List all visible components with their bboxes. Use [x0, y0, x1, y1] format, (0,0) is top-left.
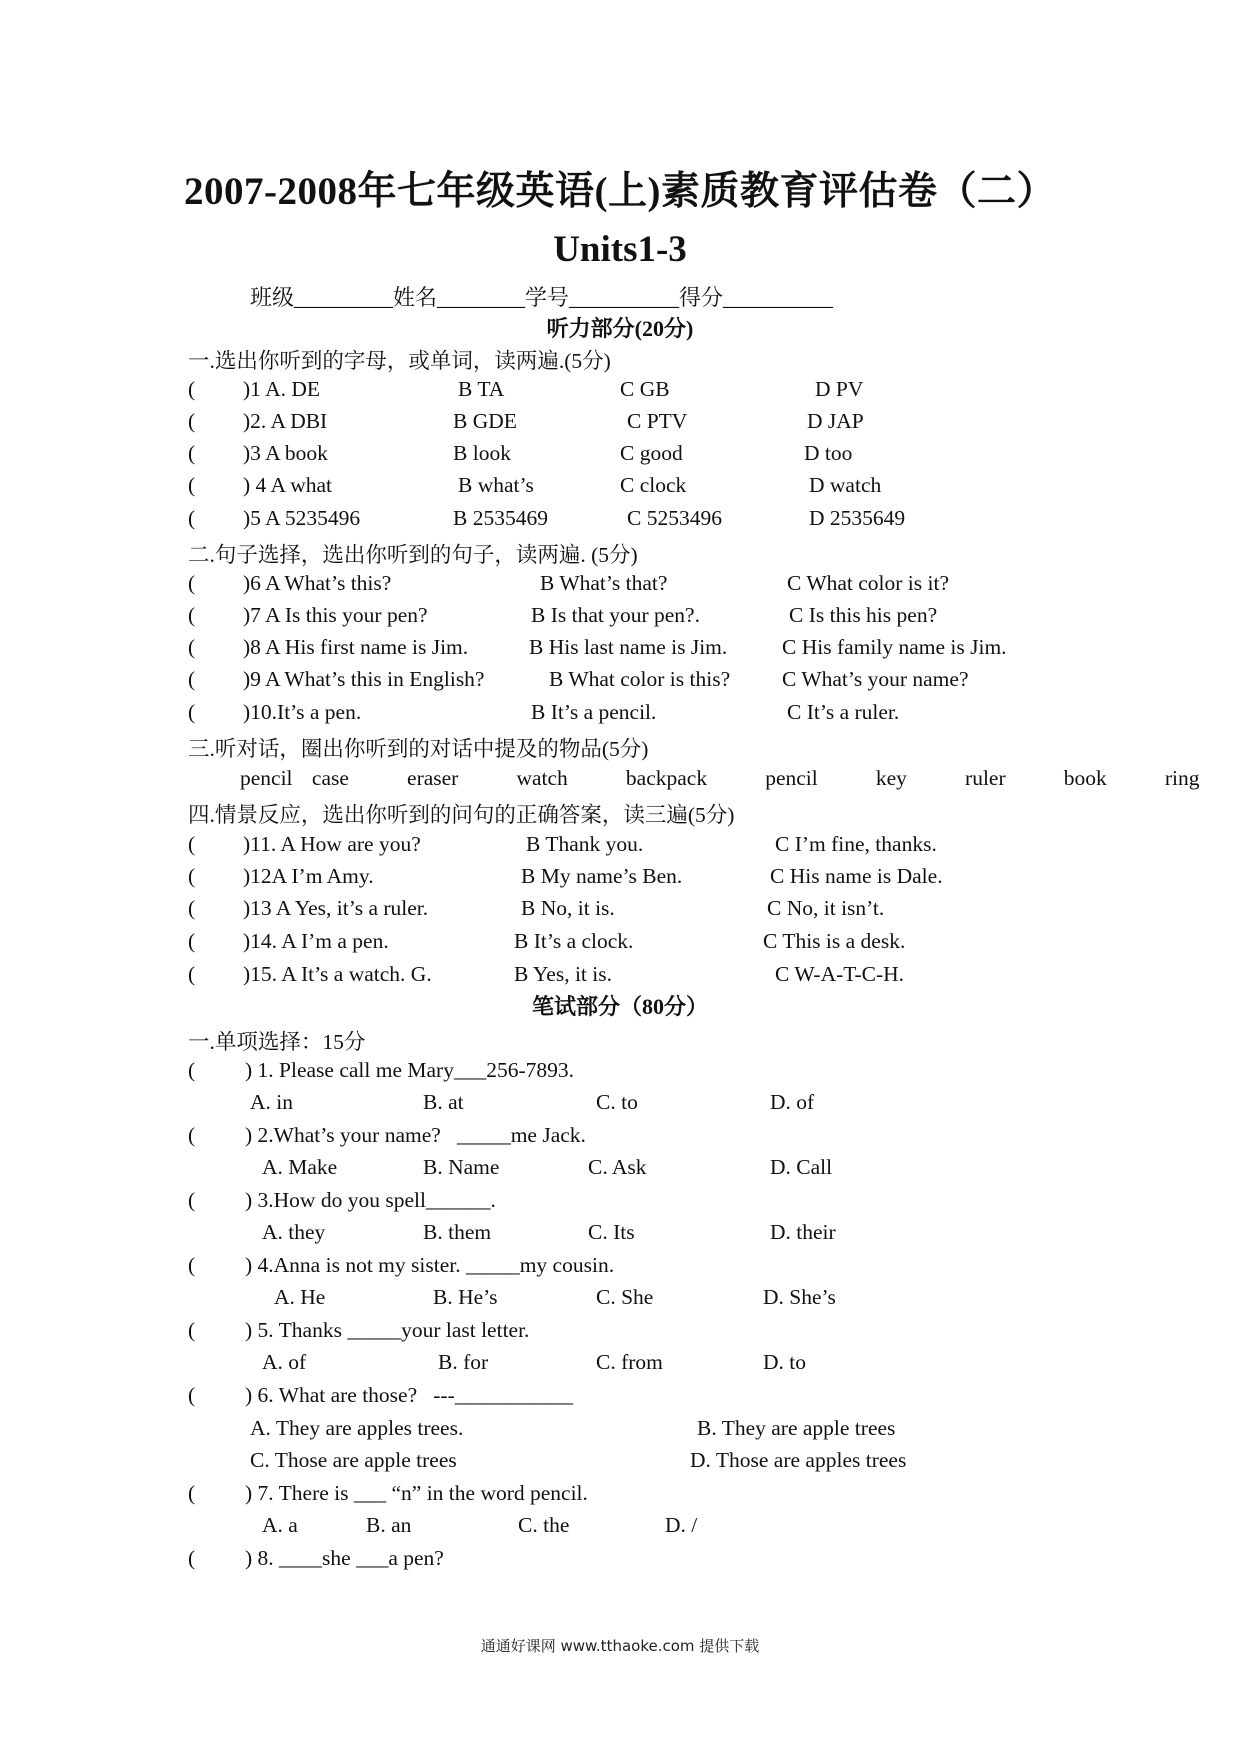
question-row	[0, 603, 1240, 635]
answer-paren: (	[188, 441, 196, 465]
options-row	[0, 1285, 1240, 1317]
question-stem: )7 A Is this your pen?	[243, 603, 428, 627]
question-row	[0, 896, 1240, 928]
page-subtitle: Units1-3	[553, 229, 687, 270]
student-info-line: 班级_________姓名________学号__________得分__________	[250, 285, 834, 310]
question-stem: ) 2.What’s your name? _____me Jack.	[245, 1123, 586, 1147]
answer-paren: (	[188, 603, 196, 627]
option-b: B GDE	[453, 409, 517, 433]
answer-paren: (	[188, 1123, 196, 1147]
option-d: D. Call	[770, 1155, 833, 1179]
answer-paren: (	[188, 1383, 196, 1407]
option-b: B No, it is.	[521, 896, 615, 920]
answer-paren: (	[188, 1188, 196, 1212]
question-stem: )3 A book	[243, 441, 328, 465]
option-c: C. to	[596, 1090, 638, 1114]
options-row	[0, 1090, 1240, 1122]
question-row	[0, 441, 1240, 473]
option-c: C This is a desk.	[763, 929, 906, 953]
question-row	[0, 377, 1240, 409]
written-section-title: 笔试部分（80分）	[531, 994, 708, 1019]
question-stem: ) 8. ____she ___a pen?	[245, 1546, 444, 1570]
option-a: A. they	[262, 1220, 326, 1244]
option-c: C. Its	[588, 1220, 635, 1244]
option-b: B My name’s Ben.	[521, 864, 683, 888]
option-d: D watch	[809, 473, 882, 497]
options-row	[0, 1220, 1240, 1252]
question-row	[0, 635, 1240, 667]
option-c: C. from	[596, 1350, 663, 1374]
option-d: D JAP	[807, 409, 864, 433]
written-part1-heading: 一.单项选择：15分	[188, 1030, 366, 1054]
option-c: C good	[620, 441, 683, 465]
option-d: D. She’s	[763, 1285, 836, 1309]
answer-paren: (	[188, 409, 196, 433]
question-stem: )8 A His first name is Jim.	[243, 635, 469, 659]
page-footer: 通通好课网 www.tthaoke.com 提供下载	[480, 1637, 760, 1655]
option-a: A. They are apples trees.	[250, 1416, 464, 1440]
answer-paren: (	[188, 1318, 196, 1342]
question-row	[0, 864, 1240, 896]
question-stem: )12A I’m Amy.	[243, 864, 374, 888]
question-stem: )14. A I’m a pen.	[243, 929, 389, 953]
option-a: A. of	[262, 1350, 307, 1374]
question-stem: ) 3.How do you spell______.	[245, 1188, 496, 1212]
question-stem: ) 6. What are those? ---___________	[245, 1383, 573, 1407]
option-b: B What color is this?	[549, 667, 731, 691]
option-c: C No, it isn’t.	[767, 896, 885, 920]
question-row	[0, 832, 1240, 864]
option-b: B. Name	[423, 1155, 500, 1179]
option-a: A. He	[274, 1285, 326, 1309]
option-b: B. He’s	[433, 1285, 498, 1309]
question-row	[0, 409, 1240, 441]
question-stem: )9 A What’s this in English?	[243, 667, 485, 691]
question-row	[0, 929, 1240, 961]
question-row	[0, 1481, 1240, 1513]
options-row	[0, 1416, 1240, 1448]
answer-paren: (	[188, 864, 196, 888]
question-row	[0, 506, 1240, 538]
option-d: D. /	[665, 1513, 698, 1537]
question-row	[0, 1058, 1240, 1090]
answer-paren: (	[188, 1058, 196, 1082]
option-c: C. Ask	[588, 1155, 647, 1179]
answer-paren: (	[188, 635, 196, 659]
question-stem: ) 4.Anna is not my sister. _____my cousin.	[245, 1253, 615, 1277]
listening-part3-heading: 三.听对话，圈出你听到的对话中提及的物品(5分)	[188, 737, 649, 761]
question-stem: ) 4 A what	[243, 473, 332, 497]
answer-paren: (	[188, 896, 196, 920]
option-c: C 5253496	[627, 506, 722, 530]
question-stem: )1 A. DE	[243, 377, 321, 401]
option-b: B. for	[438, 1350, 489, 1374]
option-a: A. Make	[262, 1155, 338, 1179]
answer-paren: (	[188, 1253, 196, 1277]
option-d: D 2535649	[809, 506, 906, 530]
option-b: B Is that your pen?.	[531, 603, 700, 627]
listening-part2-heading: 二.句子选择，选出你听到的句子，读两遍. (5分)	[188, 543, 638, 567]
option-c: C. She	[596, 1285, 654, 1309]
question-stem: )10.It’s a pen.	[243, 700, 362, 724]
option-b: B What’s that?	[540, 571, 668, 595]
question-stem: )6 A What’s this?	[243, 571, 392, 595]
option-b: B what’s	[458, 473, 534, 497]
option-b: B. at	[423, 1090, 464, 1114]
option-c: C What color is it?	[787, 571, 950, 595]
option-c: C It’s a ruler.	[787, 700, 900, 724]
answer-paren: (	[188, 571, 196, 595]
option-d: D. Those are apples trees	[690, 1448, 907, 1472]
option-c: C His name is Dale.	[770, 864, 943, 888]
question-row	[0, 667, 1240, 699]
listening-part1-heading: 一.选出你听到的字母，或单词，读两遍.(5分)	[188, 349, 611, 373]
option-c: C GB	[620, 377, 670, 401]
option-b: B look	[453, 441, 511, 465]
answer-paren: (	[188, 1481, 196, 1505]
answer-paren: (	[188, 962, 196, 986]
listening-part4-heading: 四.情景反应，选出你听到的问句的正确答案，读三遍(5分)	[188, 803, 735, 827]
option-d: D. to	[763, 1350, 806, 1374]
question-stem: )13 A Yes, it’s a ruler.	[243, 896, 429, 920]
option-b: B It’s a clock.	[514, 929, 634, 953]
options-row	[0, 1513, 1240, 1545]
option-d: D. of	[770, 1090, 815, 1114]
answer-paren: (	[188, 377, 196, 401]
option-c: C Is this his pen?	[789, 603, 938, 627]
answer-paren: (	[188, 506, 196, 530]
question-row	[0, 1546, 1240, 1578]
question-row	[0, 700, 1240, 732]
option-c: C His family name is Jim.	[782, 635, 1007, 659]
option-a: A. a	[262, 1513, 298, 1537]
answer-paren: (	[188, 1546, 196, 1570]
answer-paren: (	[188, 832, 196, 856]
option-b: B. them	[423, 1220, 492, 1244]
question-stem: )2. A DBI	[243, 409, 328, 433]
option-b: B. They are apple trees	[697, 1416, 896, 1440]
question-stem: )11. A How are you?	[243, 832, 421, 856]
option-b: B TA	[458, 377, 505, 401]
question-stem: )5 A 5235496	[243, 506, 361, 530]
question-stem: ) 7. There is ___ “n” in the word pencil.	[245, 1481, 588, 1505]
option-d: D PV	[815, 377, 864, 401]
question-row	[0, 571, 1240, 603]
option-c: C What’s your name?	[782, 667, 969, 691]
option-b: B His last name is Jim.	[529, 635, 728, 659]
question-row	[0, 1383, 1240, 1415]
answer-paren: (	[188, 667, 196, 691]
options-row	[0, 1350, 1240, 1382]
option-a: A. in	[250, 1090, 293, 1114]
listening-section-title: 听力部分(20分)	[546, 316, 694, 341]
option-b: B Thank you.	[526, 832, 644, 856]
options-row	[0, 1448, 1240, 1480]
option-c: C W-A-T-C-H.	[775, 962, 904, 986]
question-stem: ) 1. Please call me Mary___256-7893.	[245, 1058, 574, 1082]
question-stem: )15. A It’s a watch. G.	[243, 962, 432, 986]
answer-paren: (	[188, 473, 196, 497]
question-stem: ) 5. Thanks _____your last letter.	[245, 1318, 530, 1342]
question-row	[0, 1123, 1240, 1155]
page-title: 2007-2008年七年级英语(上)素质教育评估卷（二）	[184, 170, 1056, 213]
question-row	[0, 473, 1240, 505]
question-row	[0, 1253, 1240, 1285]
option-c: C clock	[620, 473, 687, 497]
options-row	[0, 1155, 1240, 1187]
question-row	[0, 1188, 1240, 1220]
option-c: C PTV	[627, 409, 688, 433]
option-c: C. the	[518, 1513, 570, 1537]
option-c: C I’m fine, thanks.	[775, 832, 937, 856]
option-b: B Yes, it is.	[514, 962, 612, 986]
question-row	[0, 1318, 1240, 1350]
item-word-list: pencil case eraser watch backpack pencil key ruler book ring	[240, 766, 1200, 790]
answer-paren: (	[188, 700, 196, 724]
option-c: C. Those are apple trees	[250, 1448, 457, 1472]
option-b: B It’s a pencil.	[531, 700, 657, 724]
option-d: D. their	[770, 1220, 836, 1244]
option-d: D too	[804, 441, 853, 465]
option-b: B 2535469	[453, 506, 548, 530]
answer-paren: (	[188, 929, 196, 953]
option-b: B. an	[366, 1513, 412, 1537]
